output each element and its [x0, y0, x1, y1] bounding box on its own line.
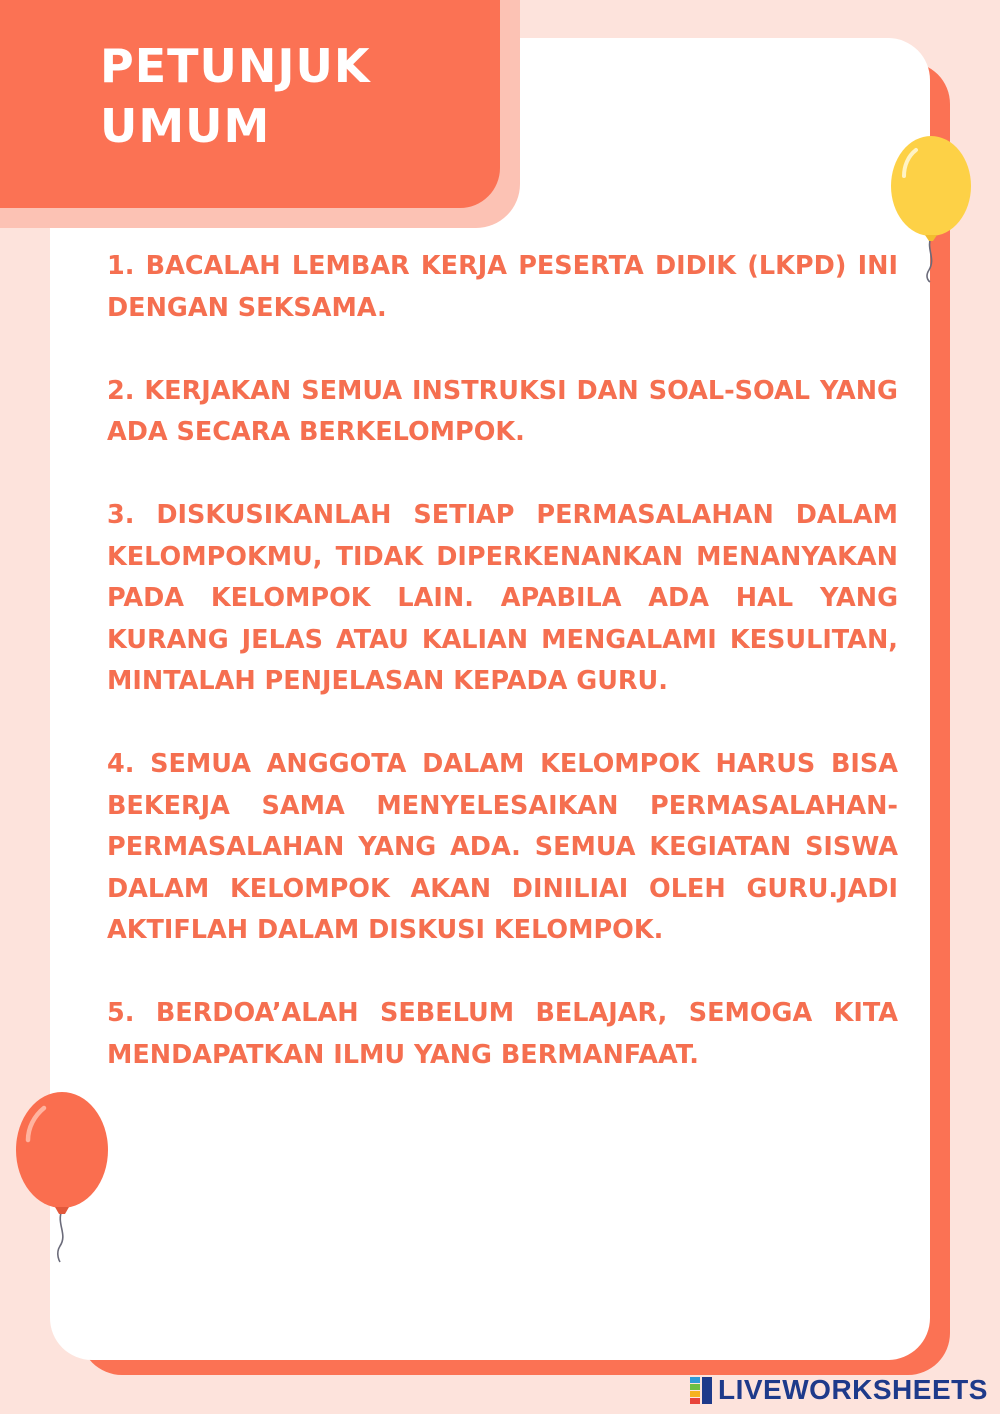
yellow-balloon-icon — [886, 132, 976, 284]
liveworksheets-logo-icon — [690, 1375, 714, 1405]
instruction-list — [107, 246, 898, 1118]
page-title — [100, 36, 480, 156]
brand-name: LIVEWORKSHEETS — [718, 1374, 988, 1405]
header-tab — [0, 0, 500, 208]
instruction-item-2: 2. KERJAKAN SEMUA INSTRUKSI DAN SOAL-SOAL YANG ADA SECARA BERKELOMPOK. — [107, 375, 898, 447]
instruction-item-3: 3. DISKUSIKANLAH SETIAP PERMASALAHAN DALAM KELOMPOKMU, TIDAK DIPERKENANKAN MENANYAKAN PADA KELOMPOK LAIN. APABILA ADA HAL YANG KURANG JELAS ATAU KALIAN MENGALAMI KESULITAN, MINTALAH PENJELASAN KEPADA GURU. — [107, 500, 898, 696]
title-line-1: PETUNJUK — [100, 39, 371, 93]
instruction-item-5: 5. BERDOA’ALAH SEBELUM BELAJAR, SEMOGA KITA MENDAPATKAN ILMU YANG BERMANFAAT. — [107, 998, 898, 1070]
instruction-item-1: 1. BACALAH LEMBAR KERJA PESERTA DIDIK (LKPD) INI DENGAN SEKSAMA. — [107, 251, 898, 323]
title-line-2: UMUM — [100, 99, 271, 153]
liveworksheets-brand — [690, 1372, 988, 1408]
instruction-item-4: 4. SEMUA ANGGOTA DALAM KELOMPOK HARUS BISA BEKERJA SAMA MENYELESAIKAN PERMASALAHAN-PERMASALAHAN YANG ADA. SEMUA KEGIATAN SISWA DALAM KELOMPOK AKAN DINILIAI OLEH GURU.JADI AKTIFLAH DALAM DISKUSI KELOMPOK. — [107, 749, 898, 945]
orange-balloon-icon — [10, 1086, 114, 1264]
